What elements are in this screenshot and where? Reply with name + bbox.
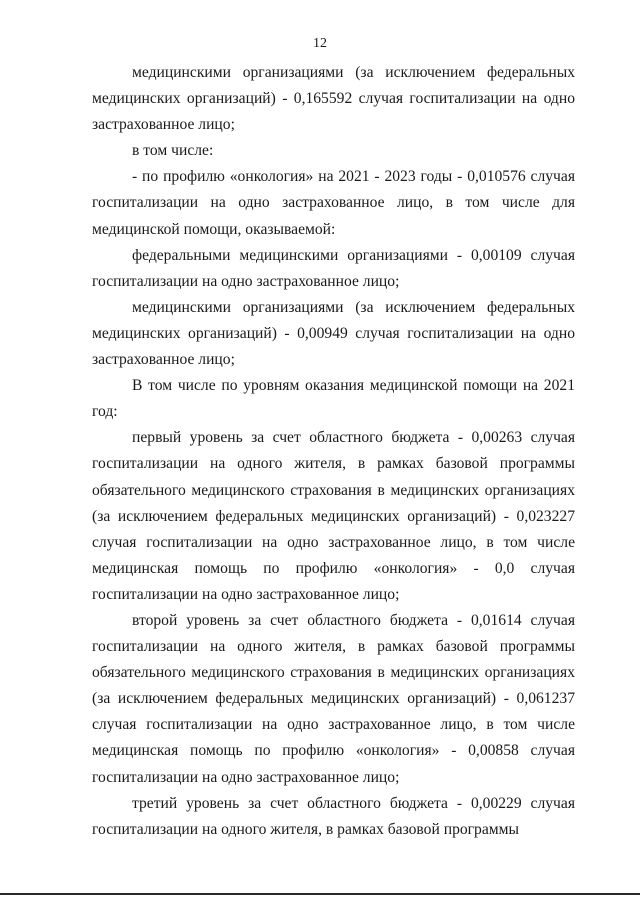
paragraph-4: федеральными медицинскими организациями - 0,00109 случая госпитализации на одно застрахованное лицо; — [92, 246, 575, 290]
paragraph-8: второй уровень за счет областного бюджета - 0,01614 случая госпитализации на одного жителя, в рамках базовой программы обязательного медицинского страхования в медицинских организациях (за исключением федеральных медицинских организаций) - 0,061237 случая госпитализации на одно застрахованное лицо, в том числе медицинская помощь по профилю «онкология» - 0,00858 случая госпитализации на одно застрахованное лицо; — [92, 611, 575, 786]
paragraph-1: медицинскими организациями (за исключением федеральных медицинских организаций) - 0,165592 случая госпитализации на одно застрахованное лицо; — [92, 64, 575, 134]
paragraph-7: первый уровень за счет областного бюджета - 0,00263 случая госпитализации на одного жителя, в рамках базовой программы обязательного медицинского страхования в медицинских организациях (за исключением федеральных медицинских организаций) - 0,023227 случая госпитализации на одно застрахованное лицо, в том числе медицинская помощь по профилю «онкология» - 0,0 случая госпитализации на одно застрахованное лицо; — [92, 429, 575, 603]
paragraph-9: третий уровень за счет областного бюджета - 0,00229 случая госпитализации на одного жителя, в рамках базовой программы — [92, 794, 575, 838]
page-number: 12 — [313, 36, 327, 51]
document-body — [92, 60, 575, 843]
paragraph-6: В том числе по уровням оказания медицинской помощи на 2021 год: — [92, 377, 575, 421]
paragraph-5: медицинскими организациями (за исключением федеральных медицинских организаций) - 0,00949 случая госпитализации на одно застрахованное лицо; — [92, 298, 575, 369]
paragraph-3: - по профилю «онкология» на 2021 - 2023 годы - 0,010576 случая госпитализации на одно застрахованное лицо, в том числе для медицинской помощи, оказываемой: — [92, 168, 575, 238]
paragraph-2: в том числе: — [132, 142, 214, 160]
page-bottom-edge — [0, 893, 640, 895]
